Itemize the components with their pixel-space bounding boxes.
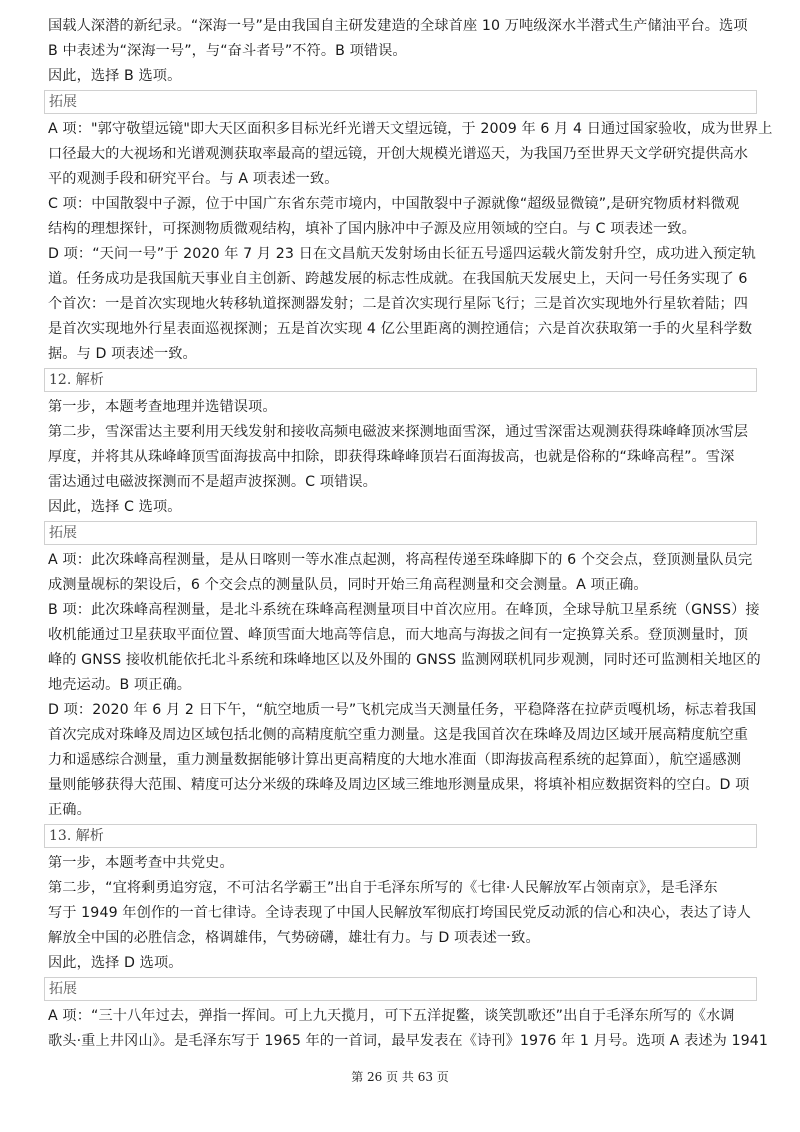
section-label-box: 12. 解析 — [44, 368, 757, 392]
section-label-box: 拓展 — [44, 90, 757, 114]
text-line: A 项：此次珠峰高程测量，是从日喀则一等水准点起测，将高程传递至珠峰脚下的 6 个交会点，登顶测量队员完 — [48, 552, 753, 568]
text-line: 第一步，本题考查地理并选错误项。 — [48, 399, 277, 415]
text-line: 口径最大的大视场和光谱观测获取率最高的望远镜，开创大规模光谱巡天，为我国乃至世界天文学研究提供高水 — [48, 146, 749, 162]
text-line: 收机能通过卫星获取平面位置、峰顶雪面大地高等信息，而大地高与海拔之间有一定换算关系。登顶测量时，顶 — [48, 627, 749, 643]
text-line: D 项：2020 年 6 月 2 日下午，“航空地质一号”飞机完成当天测量任务，平稳降落在拉萨贡嘎机场，标志着我国 — [48, 702, 757, 718]
text-line: 量则能够获得大范围、精度可达分米级的珠峰及周边区域三维地形测量成果，将填补相应数据资料的空白。D 项 — [48, 777, 750, 793]
text-line: B 项：此次珠峰高程测量，是北斗系统在珠峰高程测量项目中首次应用。在峰顶，全球导航卫星系统（GNSS）接 — [48, 602, 760, 618]
text-line: 峰的 GNSS 接收机能依托北斗系统和珠峰地区以及外围的 GNSS 监测网联机同步观测，同时还可监测相关地区的 — [48, 652, 761, 668]
text-paragraph — [48, 14, 758, 89]
text-line: 第二步，雪深雷达主要利用天线发射和接收高频电磁波来探测地面雪深，通过雪深雷达观测获得珠峰峰顶冰雪层 — [48, 424, 749, 440]
text-line: 雷达通过电磁波探测而不是超声波探测。C 项错误。 — [48, 474, 377, 490]
section-label-box: 13. 解析 — [44, 824, 757, 848]
text-paragraph — [48, 548, 761, 823]
section-label-box: 拓展 — [44, 521, 757, 545]
text-line: 力和遥感综合测量，重力测量数据能够计算出更高精度的大地水准面（即海拔高程系统的起算面），航空遥感测 — [48, 752, 741, 768]
text-line: 地壳运动。B 项正确。 — [48, 677, 192, 693]
text-line: B 中表述为“深海一号”，与“奋斗者号”不符。B 项错误。 — [48, 43, 407, 59]
text-line: 第二步，“宜将剩勇追穷寇，不可沽名学霸王”出自于毛泽东所写的《七律·人民解放军占领南京》，是毛泽东 — [48, 880, 718, 896]
text-line: 国载人深潜的新纪录。“深海一号”是由我国自主研发建造的全球首座 10 万吨级深水半潜式生产储油平台。选项 — [48, 18, 748, 34]
text-line: 结构的理想探针，可探测物质微观结构，填补了国内脉冲中子源及应用领域的空白。与 C 项表述一致。 — [48, 221, 696, 237]
text-line: A 项："郭守敬望远镜"即大天区面积多目标光纤光谱天文望远镜，于 2009 年 6 月 4 日通过国家验收，成为世界上 — [48, 121, 773, 137]
text-line: 第一步，本题考查中共党史。 — [48, 855, 234, 871]
text-line: 因此，选择 C 选项。 — [48, 499, 182, 515]
section-label-box: 拓展 — [44, 977, 757, 1001]
text-line: 据。与 D 项表述一致。 — [48, 346, 197, 362]
text-line: 厚度，并将其从珠峰峰顶雪面海拔高中扣除，即获得珠峰峰顶岩石面海拔高，也就是俗称的“珠峰高程”。雪深 — [48, 449, 735, 465]
text-line: 写于 1949 年创作的一首七律诗。全诗表现了中国人民解放军彻底打垮国民党反动派的信心和决心，表达了诗人 — [48, 905, 751, 921]
page-footer: 第 26 页 共 63 页 — [351, 1070, 449, 1084]
text-paragraph — [48, 117, 773, 367]
text-line: 是首次实现地外行星表面巡视探测；五是首次实现 4 亿公里距离的测控通信；六是首次获取第一手的火星科学数 — [48, 321, 753, 337]
document-page — [48, 14, 773, 1054]
text-line: 歌头·重上井冈山》。是毛泽东写于 1965 年的一首词，最早发表在《诗刊》1976 年 1 月号。选项 A 表述为 1941 — [48, 1033, 769, 1049]
text-line: 道。任务成功是我国航天事业自主创新、跨越发展的标志性成就。在我国航天发展史上，天问一号任务实现了 6 — [48, 271, 748, 287]
text-line: A 项：“三十八年过去，弹指一挥间。可上九天揽月，可下五洋捉鳖，谈笑凯歌还”出自于毛泽东所写的《水调 — [48, 1008, 735, 1024]
text-line: D 项：“天问一号”于 2020 年 7 月 23 日在文昌航天发射场由长征五号遥四运载火箭发射升空，成功进入预定轨 — [48, 246, 756, 262]
text-line: 个首次：一是首次实现地火转移轨道探测器发射；二是首次实现行星际飞行；三是首次实现地外行星软着陆；四 — [48, 296, 749, 312]
text-line: 平的观测手段和研究平台。与 A 项表述一致。 — [48, 171, 339, 187]
text-paragraph — [48, 1004, 769, 1054]
text-paragraph — [48, 395, 758, 520]
text-line: 因此，选择 B 选项。 — [48, 68, 182, 84]
text-line: 正确。 — [48, 802, 91, 818]
text-line: C 项：中国散裂中子源，位于中国广东省东莞市境内，中国散裂中子源就像“超级显微镜”,是研究物质材料微观 — [48, 196, 740, 212]
text-line: 成测量觇标的架设后，6 个交会点的测量队员，同时开始三角高程测量和交会测量。A 项正确。 — [48, 577, 648, 593]
text-line: 解放全中国的必胜信念，格调雄伟，气势磅礴，雄壮有力。与 D 项表述一致。 — [48, 930, 540, 946]
text-line: 首次完成对珠峰及周边区域包括北侧的高精度航空重力测量。这是我国首次在珠峰及周边区域开展高精度航空重 — [48, 727, 749, 743]
text-line: 因此，选择 D 选项。 — [48, 955, 183, 971]
text-paragraph — [48, 851, 758, 976]
